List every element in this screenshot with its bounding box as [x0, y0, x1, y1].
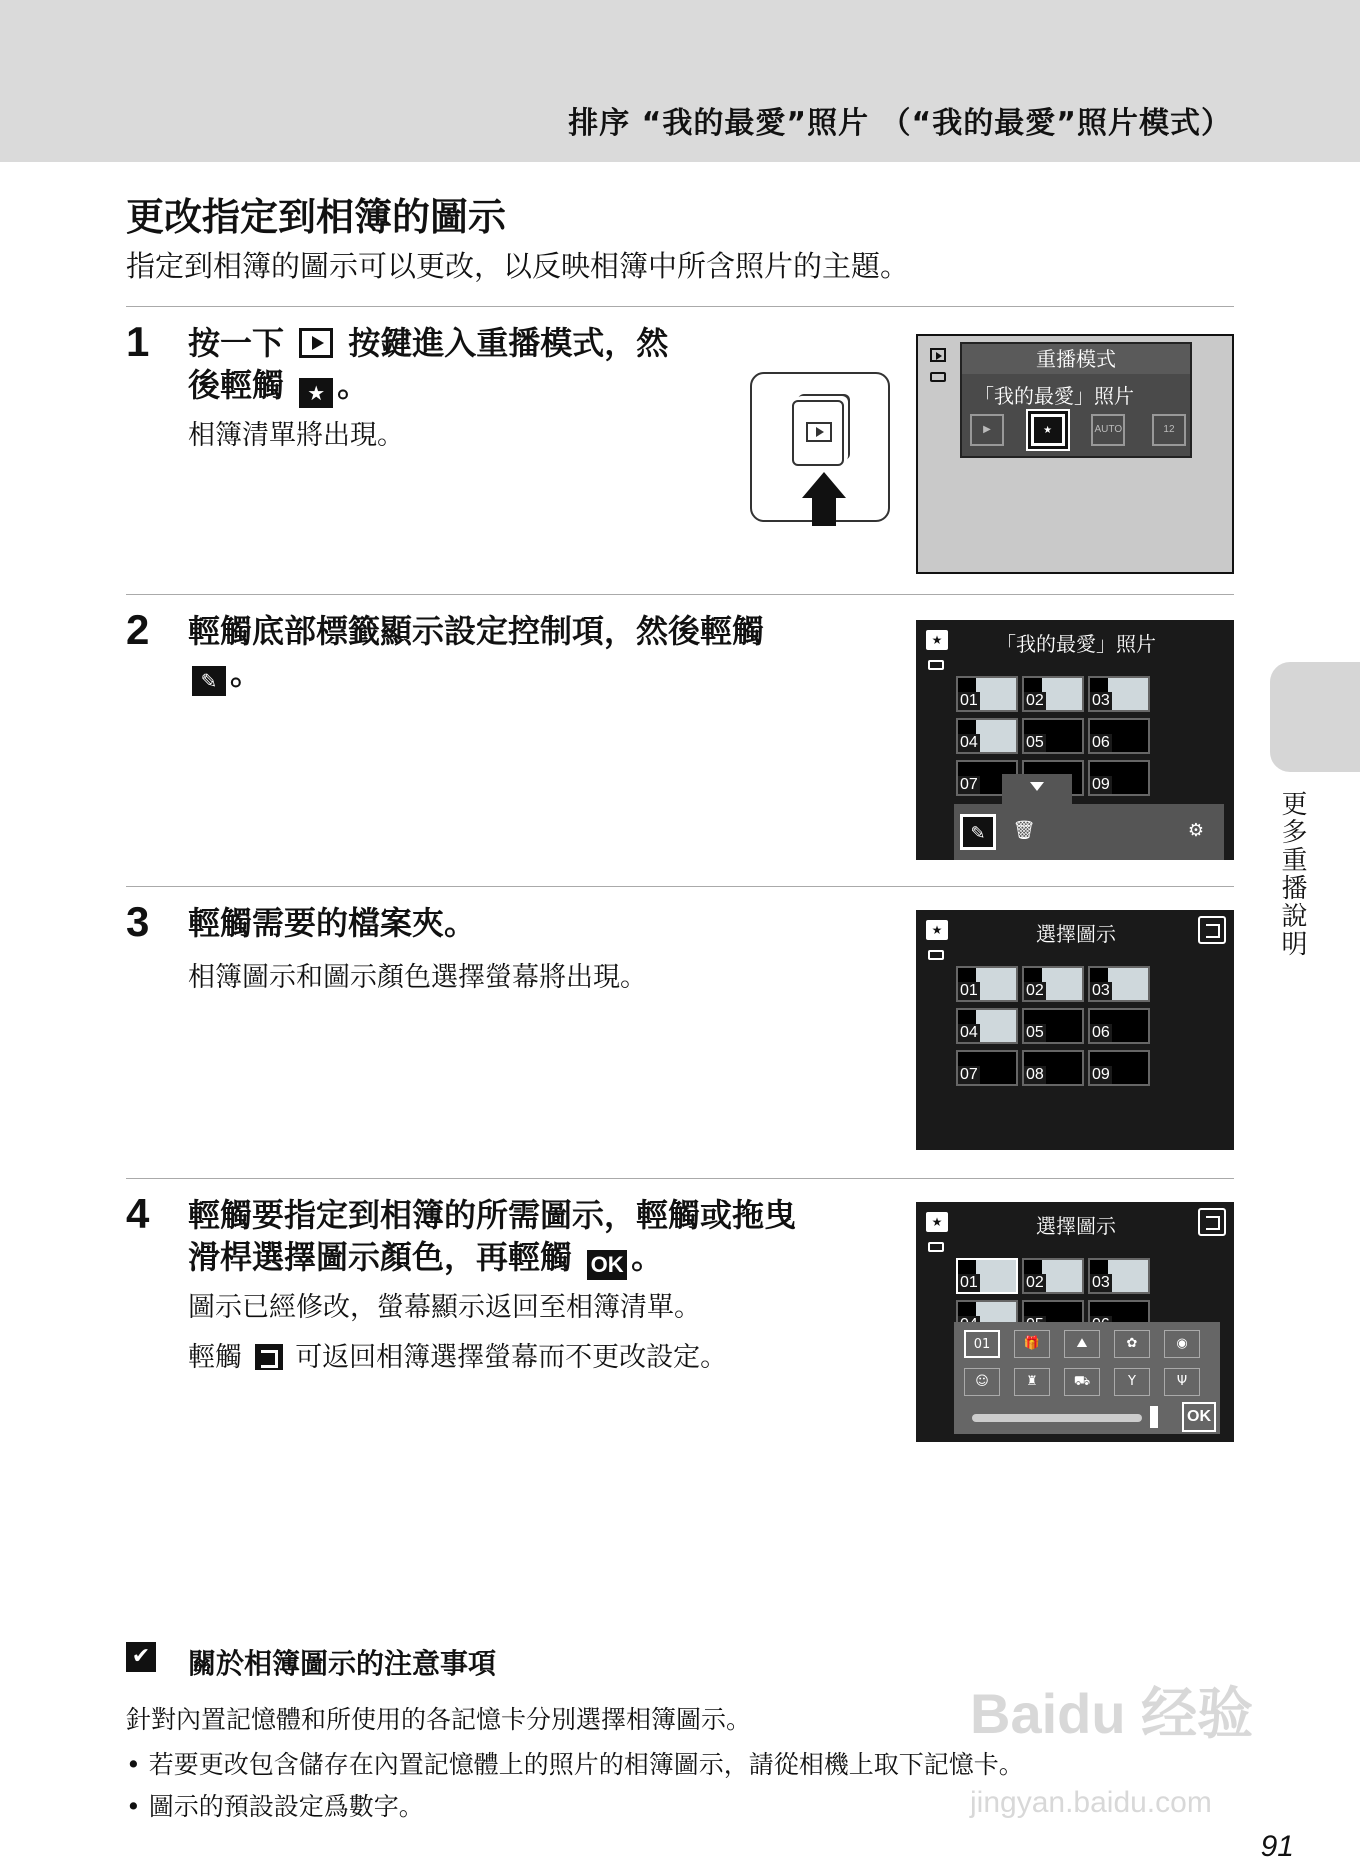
photo-thumbnail: [1108, 678, 1148, 710]
play-icon: [930, 348, 946, 362]
play-icon[interactable]: ▶: [970, 414, 1004, 446]
chapter-label: 更多重播說明: [1277, 790, 1307, 958]
play-button-icon: [299, 328, 333, 358]
photo-thumbnail: [1042, 1260, 1082, 1292]
photo-thumbnail: [976, 1260, 1016, 1292]
album-folder[interactable]: [1088, 760, 1150, 796]
step-text: 滑桿選擇圖示顏色，再輕觸: [188, 1238, 573, 1276]
photo-thumbnail: [976, 968, 1016, 1000]
trash-icon[interactable]: 🗑: [1012, 820, 1036, 841]
album-folder[interactable]: [956, 966, 1018, 1002]
memory-icon: [928, 950, 944, 960]
step-4-note: 圖示已經修改，螢幕顯示返回至相簿清單。: [188, 1292, 701, 1323]
dining-icon[interactable]: Ψ: [1164, 1368, 1200, 1396]
play-icon: [806, 422, 832, 442]
toolbar-tab[interactable]: [1002, 774, 1072, 804]
car-icon[interactable]: ⛟: [1064, 1368, 1100, 1396]
album-number: 03: [1092, 1274, 1110, 1291]
album-number: 01: [960, 692, 978, 709]
step-number: 2: [126, 606, 150, 653]
album-folder[interactable]: [956, 1008, 1018, 1044]
step-number: 1: [126, 318, 150, 365]
section-title: 更改指定到相簿的圖示: [126, 195, 507, 239]
album-number: 08: [1026, 1066, 1044, 1083]
note-text: 針對內置記憶體和所使用的各記憶卡分別選擇相簿圖示。: [126, 1705, 752, 1734]
screen-select-icon-palette: [916, 1202, 1234, 1442]
landscape-icon[interactable]: ⛰: [1064, 1330, 1100, 1358]
step-text: 後輕觸: [188, 366, 285, 404]
album-folder[interactable]: [956, 1050, 1018, 1086]
album-number: 02: [1026, 692, 1044, 709]
memory-icon: [928, 660, 944, 670]
cocktail-icon[interactable]: Y: [1114, 1368, 1150, 1396]
album-folder[interactable]: [1022, 676, 1084, 712]
step-number: 3: [126, 898, 150, 945]
menu-selected-label: 「我的最愛」照片: [974, 384, 1134, 408]
step-text: 輕觸底部標籤顯示設定控制項，然後輕觸: [188, 612, 765, 650]
album-folder[interactable]: [1022, 1258, 1084, 1294]
menu-icon-row: [970, 414, 1186, 446]
step-divider: [126, 594, 1234, 595]
family-icon[interactable]: ☺: [964, 1368, 1000, 1396]
step-number: 4: [126, 1190, 150, 1237]
list-item: • 圖示的預設設定爲數字。: [126, 1786, 1024, 1828]
favorite-star-icon: ★: [926, 630, 948, 650]
playback-button-illustration: [792, 400, 844, 466]
edit-pencil-icon: ✎: [192, 666, 226, 696]
watermark-url: jingyan.baidu.com: [970, 1786, 1212, 1819]
back-icon[interactable]: [1198, 916, 1226, 944]
album-number: 02: [1026, 982, 1044, 999]
album-folder[interactable]: [956, 676, 1018, 712]
album-number: 04: [960, 1024, 978, 1041]
gift-icon[interactable]: 🎁: [1014, 1330, 1050, 1358]
screen-select-icon-folder: [916, 910, 1234, 1150]
album-folder[interactable]: [956, 718, 1018, 754]
playback-mode-menu: [960, 342, 1192, 458]
note-title: 關於相簿圖示的注意事項: [188, 1647, 497, 1680]
album-folder[interactable]: [1088, 1258, 1150, 1294]
menu-title: 重播模式: [962, 344, 1190, 374]
album-folder[interactable]: [1022, 1050, 1084, 1086]
screen-playback-menu: [916, 334, 1234, 574]
album-folder[interactable]: [1088, 676, 1150, 712]
watermark-logo: Baidu 经验: [970, 1682, 1254, 1745]
photo-thumbnail: [1108, 1260, 1148, 1292]
step-text: 按鍵進入重播模式，然: [348, 324, 669, 362]
screen-favorites-album-list: [916, 620, 1234, 860]
press-arrow-stem: [812, 496, 836, 526]
memory-icon: [928, 1242, 944, 1252]
photo-thumbnail: [1042, 968, 1082, 1000]
album-number: 03: [1092, 982, 1110, 999]
auto-sort-icon[interactable]: [1091, 414, 1125, 446]
favorite-star-icon: ★: [926, 920, 948, 940]
back-icon[interactable]: [1198, 1208, 1226, 1236]
album-folder[interactable]: [956, 1258, 1018, 1294]
step-text: 按一下: [188, 324, 285, 362]
checkmark-icon: ✔: [126, 1642, 156, 1672]
photo-thumbnail: [976, 678, 1016, 710]
number-icon[interactable]: 01: [964, 1330, 1000, 1358]
step-divider: [126, 886, 1234, 887]
step-divider: [126, 306, 1234, 307]
album-number: 07: [960, 1066, 978, 1083]
album-number: 01: [960, 982, 978, 999]
album-folder[interactable]: [1088, 1050, 1150, 1086]
memory-icon: [930, 372, 946, 382]
album-number: 07: [960, 776, 978, 793]
album-number: 05: [1026, 734, 1044, 751]
step-text: 。: [631, 1238, 664, 1276]
flower-icon[interactable]: ✿: [1114, 1330, 1150, 1358]
list-item: • 若要更改包含儲存在內置記憶體上的照片的相簿圖示，請從相機上取下記憶卡。: [126, 1744, 1024, 1786]
album-number: 09: [1092, 1066, 1110, 1083]
album-folder[interactable]: [1088, 966, 1150, 1002]
step-text: 。: [230, 654, 263, 692]
step-divider: [126, 1178, 1234, 1179]
camera-button-illustration: [750, 372, 890, 522]
settings-toolbar: [954, 804, 1224, 860]
album-folder[interactable]: [1022, 966, 1084, 1002]
cake-icon[interactable]: ◉: [1164, 1330, 1200, 1358]
album-number: 01: [960, 1274, 978, 1291]
chapter-tab: [1270, 662, 1360, 772]
photo-thumbnail: [976, 720, 1016, 752]
album-number: 04: [960, 734, 978, 751]
photo-thumbnail: [1108, 968, 1148, 1000]
album-folder[interactable]: [1022, 1008, 1084, 1044]
album-number: 06: [1092, 1024, 1110, 1041]
screen-title: 選擇圖示: [1036, 1214, 1116, 1238]
screen-title: 「我的最愛」照片: [996, 632, 1156, 656]
step-text: 輕觸要指定到相簿的所需圖示，輕觸或拖曳: [188, 1196, 797, 1234]
step-text: 輕觸: [188, 1342, 242, 1373]
step-text: 。: [337, 366, 370, 404]
ok-icon: OK: [587, 1250, 627, 1280]
album-folder[interactable]: [1088, 718, 1150, 754]
date-label: 12: [1163, 424, 1175, 435]
note-bullets: [126, 1744, 1024, 1828]
step-4-back-note: [188, 1340, 727, 1376]
back-icon: [255, 1344, 283, 1370]
photo-thumbnail: [1042, 678, 1082, 710]
icon-palette: [954, 1322, 1220, 1434]
album-folder[interactable]: [1022, 718, 1084, 754]
color-slider[interactable]: [972, 1414, 1142, 1422]
color-slider-handle[interactable]: [1150, 1406, 1158, 1428]
section-intro: 指定到相簿的圖示可以更改，以反映相簿中所含照片的主題。: [126, 249, 910, 283]
header-title: 排序 “我的最愛”照片 （“我的最愛”照片模式）: [568, 106, 1232, 141]
step-3-instruction: 輕觸需要的檔案夾。: [188, 904, 477, 942]
album-folder[interactable]: [1088, 1008, 1150, 1044]
album-number: 03: [1092, 692, 1110, 709]
favorite-star-icon: ★: [299, 378, 333, 408]
album-number: 06: [1092, 734, 1110, 751]
screen-title: 選擇圖示: [1036, 922, 1116, 946]
step-4-instruction: [188, 1194, 888, 1280]
press-arrow-icon: [802, 472, 846, 498]
album-number: 09: [1092, 776, 1110, 793]
page-number: 91: [1260, 1830, 1294, 1863]
album-number: 05: [1026, 1024, 1044, 1041]
photo-thumbnail: [976, 1010, 1016, 1042]
list-by-date-icon[interactable]: [1152, 414, 1186, 446]
album-number: 02: [1026, 1274, 1044, 1291]
icon-palette-grid: [964, 1330, 1200, 1396]
castle-icon[interactable]: ♜: [1014, 1368, 1050, 1396]
edit-pencil-icon[interactable]: ✎: [960, 814, 996, 850]
step-1-note: 相簿清單將出現。: [188, 420, 404, 451]
auto-label: AUTO: [1094, 424, 1123, 435]
album-grid: [956, 966, 1150, 1086]
step-3-note: 相簿圖示和圖示顏色選擇螢幕將出現。: [188, 962, 647, 993]
step-text: 可返回相簿選擇螢幕而不更改設定。: [295, 1342, 728, 1373]
wrench-icon[interactable]: ⚙: [1187, 820, 1205, 841]
ok-button[interactable]: OK: [1182, 1402, 1216, 1432]
step-2-instruction: [188, 610, 888, 696]
favorite-star-icon: ★: [926, 1212, 948, 1232]
favorite-star-icon[interactable]: ★: [1031, 414, 1065, 446]
